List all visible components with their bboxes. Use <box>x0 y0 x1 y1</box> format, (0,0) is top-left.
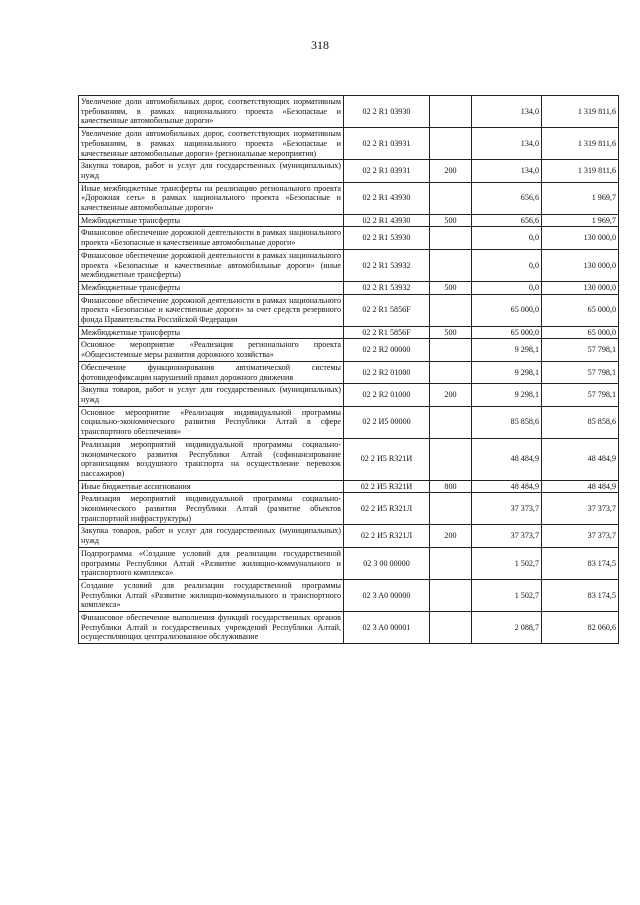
row-vr-cell: 200 <box>430 525 472 547</box>
row-vr-cell <box>430 406 472 438</box>
table-row <box>79 326 619 339</box>
row-code-cell: 02 2 R1 43930 <box>344 214 430 227</box>
table-row <box>79 214 619 227</box>
row-vr-cell: 500 <box>430 281 472 294</box>
row-amount-b-cell: 57 798,1 <box>542 361 619 383</box>
table-row <box>79 182 619 214</box>
row-code-cell: 02 2 И5 R321И <box>344 480 430 493</box>
row-name-cell: Реализация мероприятий индивидуальной программы социально-экономического развития Республики Алтай (развитие объектов транспортной инфраструктуры) <box>79 493 344 525</box>
row-name-cell: Закупка товаров, работ и услуг для государственных (муниципальных) нужд <box>79 384 344 406</box>
row-name-cell: Иные бюджетные ассигнования <box>79 480 344 493</box>
row-amount-a-cell: 134,0 <box>472 96 542 128</box>
row-amount-a-cell: 656,6 <box>472 214 542 227</box>
row-name-cell: Межбюджетные трансферты <box>79 214 344 227</box>
row-vr-cell <box>430 493 472 525</box>
row-code-cell: 02 3 A0 00000 <box>344 579 430 611</box>
row-code-cell: 02 2 И5 00000 <box>344 406 430 438</box>
row-vr-cell: 500 <box>430 214 472 227</box>
table-row <box>79 249 619 281</box>
table-row <box>79 128 619 160</box>
row-amount-a-cell: 65 000,0 <box>472 294 542 326</box>
budget-table-body <box>79 96 619 644</box>
row-vr-cell: 500 <box>430 326 472 339</box>
row-amount-a-cell: 48 484,9 <box>472 438 542 480</box>
row-amount-b-cell: 57 798,1 <box>542 384 619 406</box>
table-row <box>79 525 619 547</box>
row-name-cell: Финансовое обеспечение выполнения функций государственных органов Республики Алтай и государственных учреждений Республики Алтай, осуществляющих централизованное обслуживание <box>79 612 344 644</box>
row-name-cell: Закупка товаров, работ и услуг для государственных (муниципальных) нужд <box>79 525 344 547</box>
row-amount-a-cell: 0,0 <box>472 281 542 294</box>
row-vr-cell: 200 <box>430 384 472 406</box>
table-row <box>79 294 619 326</box>
row-code-cell: 02 2 R1 03931 <box>344 128 430 160</box>
row-amount-a-cell: 0,0 <box>472 249 542 281</box>
table-row <box>79 361 619 383</box>
row-amount-b-cell: 85 858,6 <box>542 406 619 438</box>
row-code-cell: 02 2 И5 R321Л <box>344 525 430 547</box>
row-vr-cell <box>430 547 472 579</box>
row-vr-cell <box>430 579 472 611</box>
table-row <box>79 579 619 611</box>
row-code-cell: 02 2 R1 53930 <box>344 227 430 249</box>
row-name-cell: Подпрограмма «Создание условий для реализации государственной программы Республики Алтай «Развитие жилищно-коммунального и транспортного комплекса» <box>79 547 344 579</box>
row-name-cell: Закупка товаров, работ и услуг для государственных (муниципальных) нужд <box>79 160 344 182</box>
table-row <box>79 438 619 480</box>
row-amount-a-cell: 37 373,7 <box>472 493 542 525</box>
row-vr-cell <box>430 182 472 214</box>
row-name-cell: Межбюджетные трансферты <box>79 326 344 339</box>
row-vr-cell <box>430 294 472 326</box>
row-amount-a-cell: 9 298,1 <box>472 384 542 406</box>
table-row <box>79 281 619 294</box>
row-amount-a-cell: 9 298,1 <box>472 339 542 361</box>
table-row <box>79 547 619 579</box>
row-amount-b-cell: 82 060,6 <box>542 612 619 644</box>
row-code-cell: 02 2 R1 5856F <box>344 326 430 339</box>
table-row <box>79 406 619 438</box>
row-amount-a-cell: 85 858,6 <box>472 406 542 438</box>
table-row <box>79 384 619 406</box>
row-amount-b-cell: 57 798,1 <box>542 339 619 361</box>
row-amount-b-cell: 130 000,0 <box>542 227 619 249</box>
row-code-cell: 02 2 R1 03930 <box>344 96 430 128</box>
row-name-cell: Финансовое обеспечение дорожной деятельности в рамках национального проекта «Безопасные и качественные автомобильные дороги» (иные межбюджетные трансферты) <box>79 249 344 281</box>
row-amount-b-cell: 1 319 811,6 <box>542 96 619 128</box>
row-vr-cell <box>430 612 472 644</box>
row-code-cell: 02 2 И5 R321Л <box>344 493 430 525</box>
row-amount-a-cell: 48 484,9 <box>472 480 542 493</box>
table-row <box>79 339 619 361</box>
row-name-cell: Финансовое обеспечение дорожной деятельности в рамках национального проекта «Безопасные и качественные дороги» за счет средств резервного фонда Правительства Российской Федерации <box>79 294 344 326</box>
row-amount-a-cell: 0,0 <box>472 227 542 249</box>
row-amount-a-cell: 2 088,7 <box>472 612 542 644</box>
row-vr-cell <box>430 96 472 128</box>
row-vr-cell: 200 <box>430 160 472 182</box>
row-amount-a-cell: 1 502,7 <box>472 547 542 579</box>
row-code-cell: 02 2 R1 5856F <box>344 294 430 326</box>
row-amount-b-cell: 1 969,7 <box>542 182 619 214</box>
row-amount-a-cell: 134,0 <box>472 160 542 182</box>
row-amount-b-cell: 37 373,7 <box>542 525 619 547</box>
row-code-cell: 02 3 A0 00001 <box>344 612 430 644</box>
row-amount-b-cell: 130 000,0 <box>542 249 619 281</box>
page-number: 318 <box>311 38 329 52</box>
row-name-cell: Увеличение доли автомобильных дорог, соответствующих нормативным требованиям, в рамках национального проекта «Безопасные и качественные автомобильные дороги» (региональные мероприятия) <box>79 128 344 160</box>
row-name-cell: Иные межбюджетные трансферты на реализацию регионального проекта «Дорожная сеть» в рамках национального проекта «Безопасные и качественные автомобильные дороги» <box>79 182 344 214</box>
row-amount-b-cell: 1 969,7 <box>542 214 619 227</box>
row-amount-a-cell: 1 502,7 <box>472 579 542 611</box>
table-row <box>79 227 619 249</box>
row-amount-b-cell: 65 000,0 <box>542 326 619 339</box>
row-amount-b-cell: 1 319 811,6 <box>542 128 619 160</box>
row-amount-b-cell: 48 484,9 <box>542 480 619 493</box>
row-vr-cell <box>430 438 472 480</box>
row-vr-cell <box>430 128 472 160</box>
table-row <box>79 493 619 525</box>
row-code-cell: 02 2 R2 01000 <box>344 361 430 383</box>
row-code-cell: 02 2 R1 03931 <box>344 160 430 182</box>
row-amount-a-cell: 656,6 <box>472 182 542 214</box>
row-amount-b-cell: 65 000,0 <box>542 294 619 326</box>
row-amount-a-cell: 134,0 <box>472 128 542 160</box>
row-code-cell: 02 2 И5 R321И <box>344 438 430 480</box>
row-name-cell: Основное мероприятие «Реализация регионального проекта «Общесистемные меры развития дорожного хозяйства» <box>79 339 344 361</box>
table-row <box>79 160 619 182</box>
budget-table <box>78 95 619 644</box>
row-code-cell: 02 3 00 00000 <box>344 547 430 579</box>
row-name-cell: Межбюджетные трансферты <box>79 281 344 294</box>
row-vr-cell <box>430 361 472 383</box>
row-vr-cell <box>430 227 472 249</box>
row-code-cell: 02 2 R2 00000 <box>344 339 430 361</box>
row-code-cell: 02 2 R1 53932 <box>344 249 430 281</box>
row-vr-cell: 800 <box>430 480 472 493</box>
row-amount-b-cell: 1 319 811,6 <box>542 160 619 182</box>
row-amount-b-cell: 130 000,0 <box>542 281 619 294</box>
row-amount-b-cell: 37 373,7 <box>542 493 619 525</box>
row-vr-cell <box>430 249 472 281</box>
row-amount-a-cell: 9 298,1 <box>472 361 542 383</box>
row-name-cell: Обеспечение функционирования автоматической системы фотовидеофиксации нарушений правил дорожного движения <box>79 361 344 383</box>
table-row <box>79 96 619 128</box>
row-name-cell: Увеличение доли автомобильных дорог, соответствующих нормативным требованиям, в рамках национального проекта «Безопасные и качественные автомобильные дороги» <box>79 96 344 128</box>
row-amount-b-cell: 83 174,5 <box>542 547 619 579</box>
row-name-cell: Создание условий для реализации государственной программы Республики Алтай «Развитие жилищно-коммунального и транспортного комплекса» <box>79 579 344 611</box>
row-code-cell: 02 2 R2 01000 <box>344 384 430 406</box>
row-amount-a-cell: 37 373,7 <box>472 525 542 547</box>
row-name-cell: Реализация мероприятий индивидуальной программы социально-экономического развития Республики Алтай (софинансирование организациям воздушного транспорта на осуществление перевозок пассажиров) <box>79 438 344 480</box>
row-code-cell: 02 2 R1 43930 <box>344 182 430 214</box>
row-amount-b-cell: 83 174,5 <box>542 579 619 611</box>
row-amount-a-cell: 65 000,0 <box>472 326 542 339</box>
table-row <box>79 612 619 644</box>
row-name-cell: Финансовое обеспечение дорожной деятельности в рамках национального проекта «Безопасные и качественные автомобильные дороги» <box>79 227 344 249</box>
row-amount-b-cell: 48 484,9 <box>542 438 619 480</box>
row-vr-cell <box>430 339 472 361</box>
table-row <box>79 480 619 493</box>
row-code-cell: 02 2 R1 53932 <box>344 281 430 294</box>
row-name-cell: Основное мероприятие «Реализация индивидуальной программы социально-экономического развития Республики Алтай в сфере транспортного обеспечения» <box>79 406 344 438</box>
